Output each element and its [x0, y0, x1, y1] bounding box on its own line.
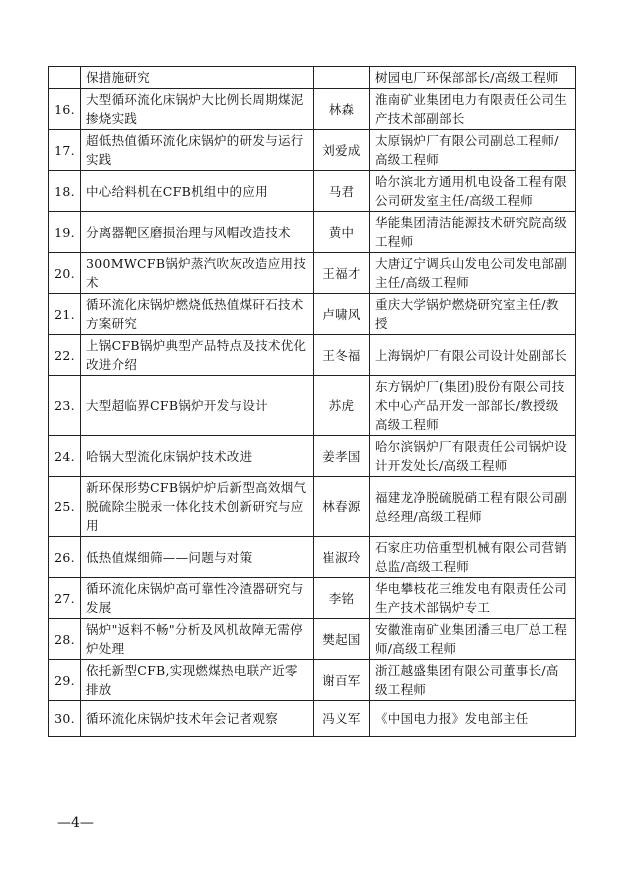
- speaker-name: 林森: [314, 89, 370, 130]
- table-row: [49, 294, 576, 335]
- speaker-position: 东方锅炉厂(集团)股份有限公司技术中心产品开发一部部长/教授级高级工程师: [370, 376, 576, 436]
- row-number: 18.: [49, 171, 81, 212]
- table-row: [49, 660, 576, 701]
- report-title: 循环流化床锅炉高可靠性冷渣器研究与发展: [81, 578, 314, 619]
- report-title: 300MWCFB锅炉蒸汽吹灰改造应用技术: [81, 253, 314, 294]
- speaker-position: 华能集团清洁能源技术研究院高级工程师: [370, 212, 576, 253]
- report-title: 低热值煤细筛——问题与对策: [81, 537, 314, 578]
- speaker-position: 哈尔滨锅炉厂有限责任公司锅炉设计开发处长/高级工程师: [370, 436, 576, 477]
- speaker-name: 苏虎: [314, 376, 370, 436]
- speaker-position: 重庆大学锅炉燃烧研究室主任/教授: [370, 294, 576, 335]
- speaker-position: 淮南矿业集团电力有限责任公司生产技术部副部长: [370, 89, 576, 130]
- row-number: 30.: [49, 701, 81, 737]
- speaker-position: 安徽淮南矿业集团潘三电厂总工程师/高级工程师: [370, 619, 576, 660]
- speaker-position: 福建龙净脱硫脱硝工程有限公司副总经理/高级工程师: [370, 477, 576, 537]
- table-row: [49, 253, 576, 294]
- report-title: 分离器靶区磨损治理与风帽改造技术: [81, 212, 314, 253]
- row-number: [49, 67, 81, 89]
- table-row: [49, 212, 576, 253]
- row-number: 26.: [49, 537, 81, 578]
- speaker-position: 太原锅炉厂有限公司副总工程师/高级工程师: [370, 130, 576, 171]
- row-number: 20.: [49, 253, 81, 294]
- speaker-table-body: [49, 67, 576, 737]
- table-row: [49, 537, 576, 578]
- speaker-name: 卢啸风: [314, 294, 370, 335]
- speaker-name: [314, 67, 370, 89]
- report-title: 保措施研究: [81, 67, 314, 89]
- report-title: 上锅CFB锅炉典型产品特点及技术优化改进介绍: [81, 335, 314, 376]
- speaker-name: 冯义军: [314, 701, 370, 737]
- table-row: [49, 89, 576, 130]
- speaker-position: 哈尔滨北方通用机电设备工程有限公司研发室主任/高级工程师: [370, 171, 576, 212]
- table-row: [49, 477, 576, 537]
- report-title: 锅炉"返料不畅"分析及风机故障无需停炉处理: [81, 619, 314, 660]
- row-number: 29.: [49, 660, 81, 701]
- report-title: 哈锅大型流化床锅炉技术改进: [81, 436, 314, 477]
- row-number: 28.: [49, 619, 81, 660]
- speaker-name: 樊起国: [314, 619, 370, 660]
- row-number: 19.: [49, 212, 81, 253]
- row-number: 16.: [49, 89, 81, 130]
- speaker-name: 黄中: [314, 212, 370, 253]
- table-row: [49, 67, 576, 89]
- speaker-name: 崔淑玲: [314, 537, 370, 578]
- row-number: 21.: [49, 294, 81, 335]
- row-number: 25.: [49, 477, 81, 537]
- report-title: 中心给料机在CFB机组中的应用: [81, 171, 314, 212]
- row-number: 22.: [49, 335, 81, 376]
- table-row: [49, 130, 576, 171]
- speaker-name: 王福才: [314, 253, 370, 294]
- page-number: —4—: [57, 815, 94, 831]
- speaker-name: 马君: [314, 171, 370, 212]
- table-row: [49, 436, 576, 477]
- speaker-name: 李铭: [314, 578, 370, 619]
- speaker-table: [48, 66, 576, 737]
- report-title: 新环保形势CFB锅炉炉后新型高效烟气脱硫除尘脱汞一体化技术创新研究与应用: [81, 477, 314, 537]
- speaker-position: 浙江越盛集团有限公司董事长/高级工程师: [370, 660, 576, 701]
- speaker-position: 上海锅炉厂有限公司设计处副部长: [370, 335, 576, 376]
- row-number: 17.: [49, 130, 81, 171]
- row-number: 23.: [49, 376, 81, 436]
- table-row: [49, 578, 576, 619]
- report-title: 大型循环流化床锅炉大比例长周期煤泥掺烧实践: [81, 89, 314, 130]
- table-row: [49, 701, 576, 737]
- table-row: [49, 335, 576, 376]
- speaker-position: 华电攀枝花三维发电有限责任公司生产技术部锅炉专工: [370, 578, 576, 619]
- table-row: [49, 171, 576, 212]
- report-title: 依托新型CFB,实现燃煤热电联产近零排放: [81, 660, 314, 701]
- speaker-name: 刘爱成: [314, 130, 370, 171]
- table-row: [49, 376, 576, 436]
- row-number: 24.: [49, 436, 81, 477]
- speaker-position: 石家庄功倍重型机械有限公司营销总监/高级工程师: [370, 537, 576, 578]
- speaker-position: 树园电厂环保部部长/高级工程师: [370, 67, 576, 89]
- speaker-name: 林春源: [314, 477, 370, 537]
- speaker-name: 姜孝国: [314, 436, 370, 477]
- report-title: 循环流化床锅炉燃烧低热值煤矸石技术方案研究: [81, 294, 314, 335]
- table-row: [49, 619, 576, 660]
- row-number: 27.: [49, 578, 81, 619]
- report-title: 大型超临界CFB锅炉开发与设计: [81, 376, 314, 436]
- speaker-position: 大唐辽宁调兵山发电公司发电部副主任/高级工程师: [370, 253, 576, 294]
- speaker-position: 《中国电力报》发电部主任: [370, 701, 576, 737]
- report-title: 超低热值循环流化床锅炉的研发与运行实践: [81, 130, 314, 171]
- speaker-name: 王冬福: [314, 335, 370, 376]
- report-title: 循环流化床锅炉技术年会记者观察: [81, 701, 314, 737]
- speaker-name: 谢百军: [314, 660, 370, 701]
